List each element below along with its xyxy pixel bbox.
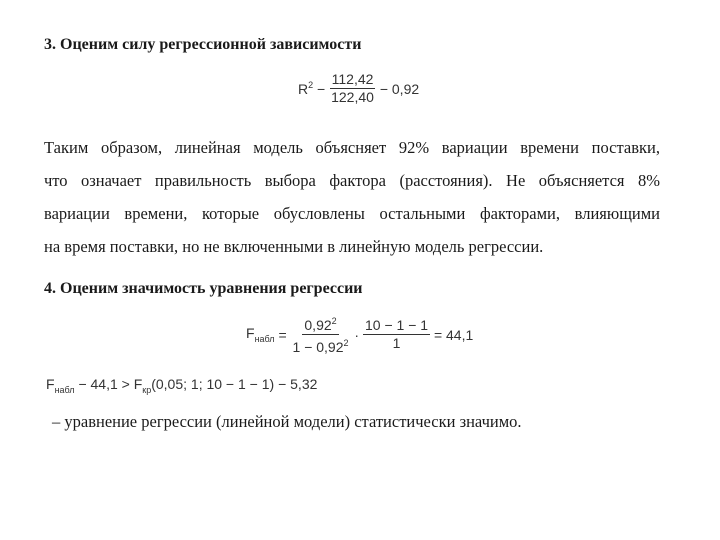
f-result: = 44,1: [433, 326, 474, 343]
r2-numerator: 112,42: [331, 71, 374, 87]
f-fraction-2-numerator: 10 − 1 − 1: [364, 317, 429, 333]
f-critical-args: (0,05; 1; 10 − 1 − 1) − 5,32: [151, 376, 318, 392]
conclusion-text: – уравнение регрессии (линейной модели) статистически значимо.: [52, 412, 522, 431]
r2-fraction: [329, 72, 376, 105]
f-comparison: [46, 376, 317, 395]
f-fraction-2-denominator: 1: [392, 335, 401, 351]
f-comparison-middle: − 44,1 > F: [78, 376, 143, 392]
r-squared-formula: [298, 72, 419, 105]
f-observed: $F_{набл}$: [46, 376, 75, 395]
f-multiply-dot: ·: [354, 326, 360, 343]
f-fraction-1: [291, 314, 351, 355]
paragraph-line-1: Таким образом, линейная модель объясняет 92% вариации времени поставки,: [44, 138, 660, 157]
f-lhs: $F_{набл}$: [246, 325, 275, 344]
r2-result: − 0,92: [379, 80, 420, 97]
f-critical-sub: кр: [142, 385, 152, 395]
f-equals: =: [278, 326, 287, 343]
paragraph-line-3: вариации времени, которые обусловлены остальными факторами, влияющими: [44, 204, 660, 223]
f-statistic-formula: [246, 314, 473, 355]
section-3-heading: 3. Оценим силу регрессионной зависимости: [44, 36, 362, 53]
section-4-heading: 4. Оценим значимость уравнения регрессии: [44, 280, 363, 297]
f-fraction-1-numerator: 0,92$^2$: [304, 316, 337, 333]
f-fraction-1-denominator: $1 - 0,92^2$: [292, 338, 349, 355]
r2-equals: −: [317, 80, 326, 97]
r2-lhs: $R^2$: [298, 80, 314, 97]
f-fraction-2: [363, 318, 430, 351]
r2-denominator: 122,40: [331, 89, 374, 105]
paragraph-line-2: что означает правильность выбора фактора (расстояния). Не объясняется 8%: [44, 171, 660, 190]
paragraph-line-4: на время поставки, но не включенными в линейную модель регрессии.: [44, 237, 544, 256]
